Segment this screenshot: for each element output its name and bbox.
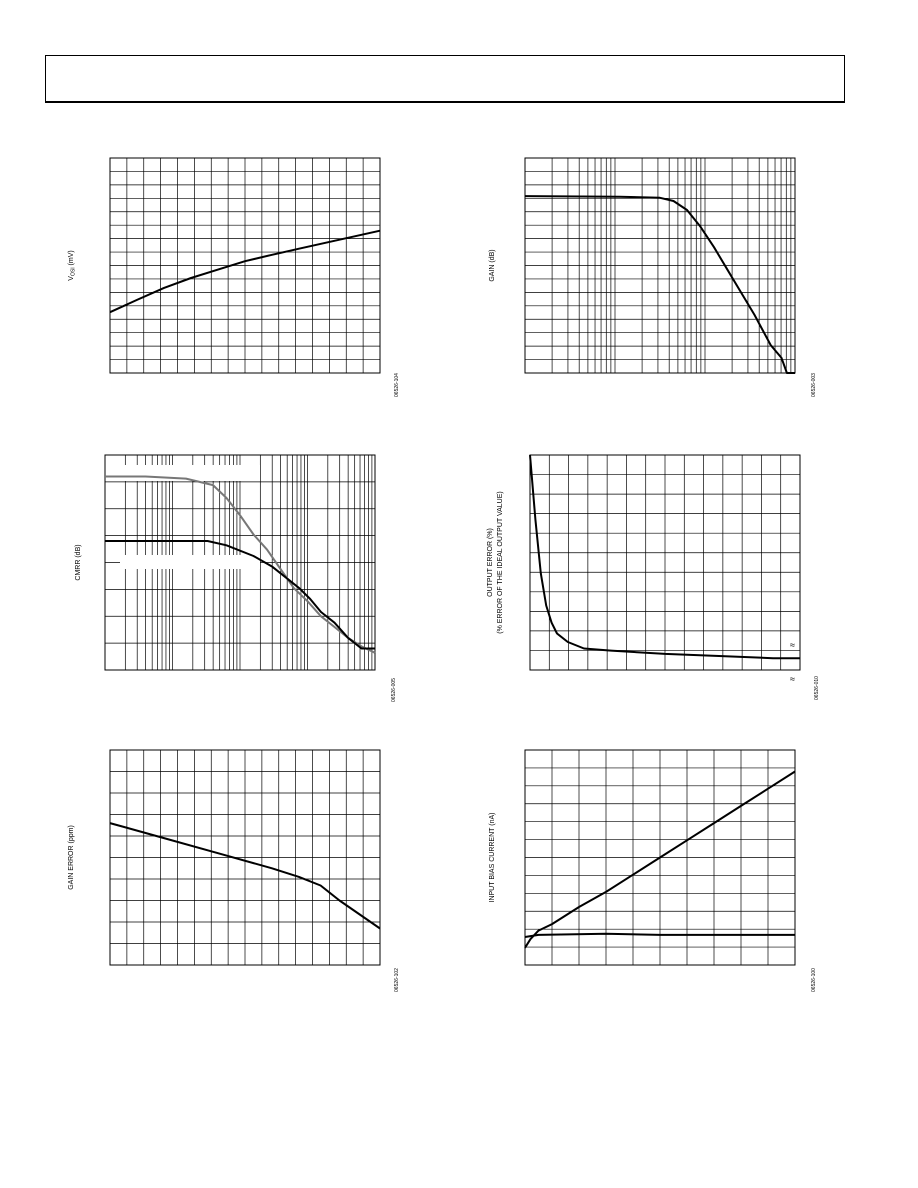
- gain-ylabel: GAIN (dB): [489, 249, 496, 282]
- chart-bias: [489, 750, 817, 992]
- chart-output_error: [487, 455, 820, 700]
- break-mark-2: ≈: [790, 674, 795, 684]
- break-mark-1: ≈: [790, 640, 795, 650]
- gain_error-ylabel: GAIN ERROR (ppm): [68, 825, 75, 890]
- gain_error-figure-code: 06526-102: [394, 968, 400, 992]
- cmrr-figure-code: 06526-005: [391, 678, 397, 702]
- chart-vos: [68, 158, 400, 397]
- gain-grid: [525, 158, 795, 373]
- gain-figure-code: 06526-003: [811, 373, 817, 397]
- vos-figure-code: 06526-104: [394, 373, 400, 397]
- output_error-ylabel: OUTPUT ERROR (%): [487, 528, 494, 597]
- vos-grid: [110, 158, 380, 373]
- output_error-grid: [530, 455, 800, 670]
- chart-gain: [489, 158, 817, 397]
- cmrr-ylabel: CMRR (dB): [75, 544, 82, 581]
- gain_error-grid: [110, 750, 380, 965]
- cmrr-legend-blank-2: [120, 555, 260, 569]
- output_error-ylabel2: (% ERROR OF THE IDEAL OUTPUT VALUE): [497, 491, 504, 634]
- bias-figure-code: 06526-100: [811, 968, 817, 992]
- vos-ylabel: $V_{OSI}$ (mV): [68, 250, 77, 281]
- bias-ylabel: INPUT BIAS CURRENT (nA): [489, 812, 496, 903]
- chart-gain_error: [68, 750, 400, 992]
- output_error-figure-code: 06526-010: [814, 676, 820, 700]
- chart-cmrr: [75, 455, 397, 702]
